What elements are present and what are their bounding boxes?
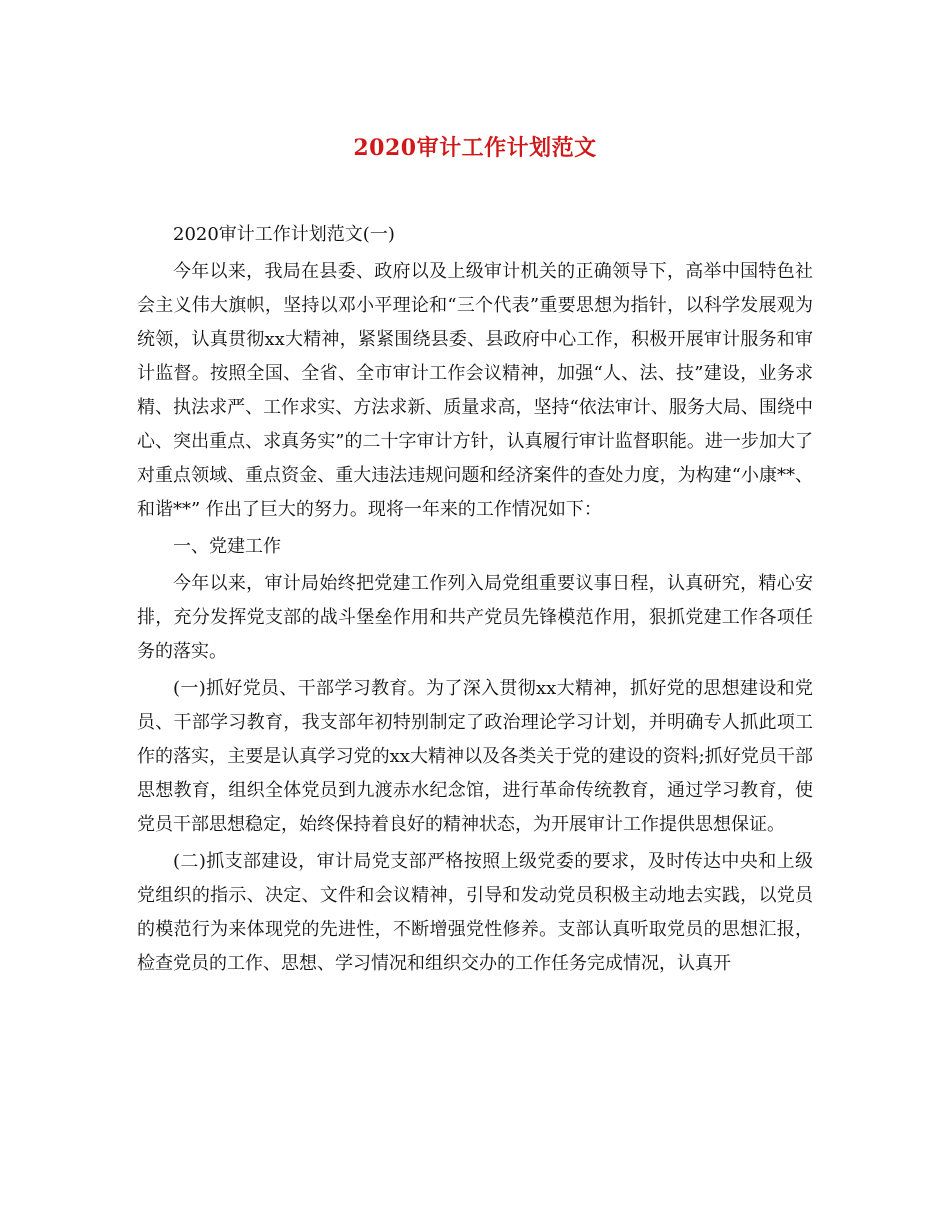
subtitle-paragraph: 2020审计工作计划范文(一) xyxy=(173,224,395,245)
section-heading-party-building: 一、党建工作 xyxy=(173,536,281,557)
document-title: 2020审计工作计划范文 xyxy=(353,135,597,161)
document-body xyxy=(137,218,813,984)
branch-construction-paragraph: (二)抓支部建设，审计局党支部严格按照上级党委的要求，及时传达中央和上级党组织的指示、决定、文件和会议精神，引导和发动党员积极主动地去实践，以党员的模范行为来体现党的先进性，不断增强党性修养。支部认真听取党员的思想汇报，检查党员的工作、思想、学习情况和组织交办的工作任务完成情况，认真开 xyxy=(137,851,813,974)
party-building-paragraph: 今年以来，审计局始终把党建工作列入局党组重要议事日程，认真研究，精心安排，充分发挥党支部的战斗堡垒作用和共产党员先锋模范作用，狠抓党建工作各项任务的落实。 xyxy=(137,573,813,662)
intro-paragraph: 今年以来，我局在县委、政府以及上级审计机关的正确领导下，高举中国特色社会主义伟大旗帜，坚持以邓小平理论和“三个代表”重要思想为指针，以科学发展观为统领，认真贯彻xx大精神，紧紧围绕县委、县政府中心工作，积极开展审计服务和审计监督。按照全国、全省、全市审计工作会议精神，加强“人、法、技”建设，业务求精、执法求严、工作求实、方法求新、质量求高，坚持“依法审计、服务大局、围绕中心、突出重点、求真务实”的二十字审计方针，认真履行审计监督职能。进一步加大了对重点领域、重点资金、重大违法违规问题和经济案件的查处力度，为构建“小康**、和谐**” 作出了巨大的努力。现将一年来的工作情况如下： xyxy=(137,261,813,520)
study-education-paragraph: (一)抓好党员、干部学习教育。为了深入贯彻xx大精神，抓好党的思想建设和党员、干部学习教育，我支部年初特别制定了政治理论学习计划，并明确专人抓此项工作的落实，主要是认真学习党的xx大精神以及各类关于党的建设的资料;抓好党员干部思想教育，组织全体党员到九渡赤水纪念馆，进行革命传统教育，通过学习教育，使党员干部思想稳定，始终保持着良好的精神状态，为开展审计工作提供思想保证。 xyxy=(137,678,813,835)
